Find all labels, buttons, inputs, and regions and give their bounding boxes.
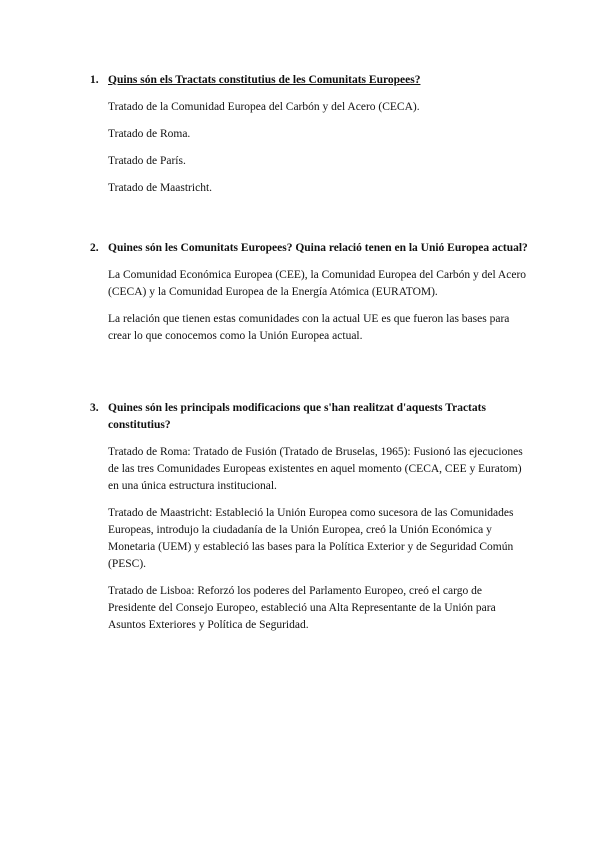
question-number: 3. bbox=[90, 402, 99, 414]
question-title: Quines són les principals modificacions que s'han realitzat d'aquests Tractats constitutius? bbox=[108, 402, 486, 431]
question-3 bbox=[90, 400, 530, 644]
question-title: Quines són les Comunitats Europees? Quina relació tenen en la Unió Europea actual? bbox=[108, 242, 528, 254]
answer-paragraph: La Comunidad Económica Europea (CEE), la Comunidad Europea del Carbón y del Acero (CECA) y la Comunidad Europea de la Energía Atómica (EURATOM). bbox=[108, 269, 527, 298]
question-3-heading bbox=[90, 400, 530, 434]
answer-paragraph: Tratado de la Comunidad Europea del Carbón y del Acero (CECA). bbox=[108, 101, 420, 113]
question-3-answers bbox=[108, 444, 530, 634]
question-title: Quins són els Tractats constitutius de les Comunitats Europees? bbox=[108, 74, 421, 86]
answer-paragraph: Tratado de Lisboa: Reforzó los poderes del Parlamento Europeo, creó el cargo de Presidente del Consejo Europeo, estableció una Alta Representante de la Unión para Asuntos Exteriores y Política de Seguridad. bbox=[108, 585, 496, 631]
answer-paragraph: Tratado de Maastricht: Estableció la Unión Europea como sucesora de las Comunidades Europeas, introdujo la ciudadanía de la Unión Europea, creó la Unión Económica y Monetaria (UEM) y estableció las bases para la Política Exterior y de Seguridad Común (PESC). bbox=[108, 507, 514, 570]
question-1-heading bbox=[90, 72, 530, 89]
question-2-answers bbox=[108, 267, 530, 345]
question-1-answers bbox=[108, 99, 530, 197]
question-2 bbox=[90, 240, 530, 355]
question-2-heading bbox=[90, 240, 530, 257]
answer-paragraph: Tratado de Roma. bbox=[108, 128, 191, 140]
answer-paragraph: Tratado de Maastricht. bbox=[108, 182, 213, 194]
answer-paragraph: Tratado de París. bbox=[108, 155, 186, 167]
question-number: 2. bbox=[90, 242, 99, 254]
answer-paragraph: Tratado de Roma: Tratado de Fusión (Tratado de Bruselas, 1965): Fusionó las ejecuciones de las tres Comunidades Europeas existentes en aquel momento (CECA, CEE y Euratom) en una única estructura institucional. bbox=[108, 446, 523, 492]
question-1 bbox=[90, 72, 530, 207]
answer-paragraph: La relación que tienen estas comunidades con la actual UE es que fueron las bases para crear lo que conocemos como la Unión Europea actual. bbox=[108, 313, 510, 342]
question-number: 1. bbox=[90, 74, 99, 86]
